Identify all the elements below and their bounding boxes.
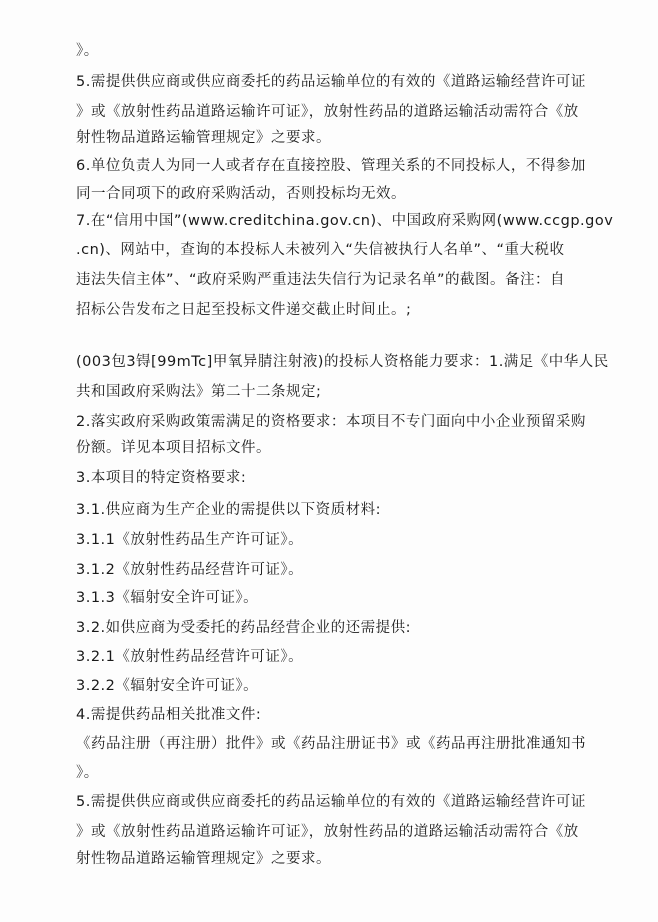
text-line: 3.2.1《放射性药品经营许可证》。 xyxy=(76,649,304,665)
text-line: 3.2.2《辐射安全许可证》。 xyxy=(76,678,259,694)
text-line: 份额。详见本项目招标文件。 xyxy=(76,440,271,456)
text-line: 违法失信主体”、“政府采购严重违法失信行为记录名单”的截图。备注：自 xyxy=(76,272,566,288)
text-line: 7.在“信用中国”(www.creditchina.gov.cn)、中国政府采购网(www.ccgp.gov xyxy=(76,213,614,229)
text-line: 》或《放射性药品道路运输许可证》，放射性药品的道路运输活动需符合《放 xyxy=(76,824,579,840)
text-line: 3.1.2《放射性药品经营许可证》。 xyxy=(76,562,304,578)
text-line: 射性物品道路运输管理规定》之要求。 xyxy=(76,130,331,146)
text-line: .cn)、网站中，查询的本投标人未被列入“失信被执行人名单”、“重大税收 xyxy=(76,242,565,258)
text-line: 2.落实政府采购政策需满足的资格要求：本项目不专门面向中小企业预留采购 xyxy=(76,414,586,430)
text-line: (003包3锝[99mTc]甲氧异腈注射液)的投标人资格能力要求：1.满足《中华人民 xyxy=(76,354,609,370)
text-line: 3.1.3《辐射安全许可证》。 xyxy=(76,590,259,606)
text-line: 3.1.供应商为生产企业的需提供以下资质材料: xyxy=(76,502,382,518)
text-line: 共和国政府采购法》第二十二条规定; xyxy=(76,384,322,400)
text-line: 3.1.1《放射性药品生产许可证》。 xyxy=(76,532,304,548)
text-line: 3.2.如供应商为受委托的药品经营企业的还需提供: xyxy=(76,620,412,636)
text-line: 5.需提供供应商或供应商委托的药品运输单位的有效的《道路运输经营许可证 xyxy=(76,794,586,810)
text-line: 5.需提供供应商或供应商委托的药品运输单位的有效的《道路运输经营许可证 xyxy=(76,74,586,90)
text-line: 》。 xyxy=(76,43,99,59)
text-line: 招标公告发布之日起至投标文件递交截止时间止。; xyxy=(76,302,412,318)
text-line: 3.本项目的特定资格要求: xyxy=(76,470,247,486)
text-line: 6.单位负责人为同一人或者存在直接控股、管理关系的不同投标人，不得参加 xyxy=(76,158,586,174)
text-line: 》。 xyxy=(76,765,99,781)
text-line: 射性物品道路运输管理规定》之要求。 xyxy=(76,851,331,867)
text-line: 同一合同项下的政府采购活动，否则投标均无效。 xyxy=(76,186,406,202)
text-line: 4.需提供药品相关批准文件: xyxy=(76,707,262,723)
text-line: 》或《放射性药品道路运输许可证》，放射性药品的道路运输活动需符合《放 xyxy=(76,104,579,120)
text-line: 《药品注册（再注册）批件》或《药品注册证书》或《药品再注册批准通知书 xyxy=(76,736,586,752)
